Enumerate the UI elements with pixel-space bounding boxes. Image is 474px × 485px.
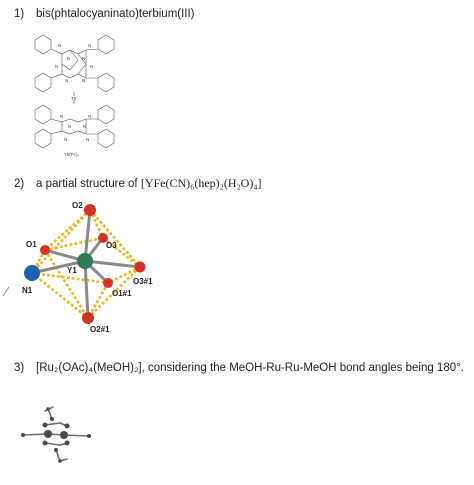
label-o2: O2 [72, 201, 83, 210]
question-1-text: bis(phtalocyaninato)terbium(III) [36, 8, 195, 20]
label-n1: N1 [22, 286, 33, 295]
label-y1: Y1 [67, 266, 77, 275]
question-3-heading [14, 362, 464, 374]
atom-o1-1 [103, 278, 113, 288]
label-o1: O1 [26, 240, 37, 249]
svg-text:N: N [64, 137, 68, 142]
atom-n1 [24, 265, 40, 281]
svg-text:N: N [88, 114, 92, 119]
n-label: N [67, 56, 71, 61]
atom-y1 [77, 253, 93, 269]
phthalocyanine-sandwich-structure [20, 30, 140, 165]
pen-mark [2, 285, 12, 297]
svg-text:N: N [86, 137, 90, 142]
svg-text:N: N [58, 43, 62, 48]
question-2-formula: [YFe(CN)₆(hep)₂(H₂O)₄] [140, 176, 262, 190]
svg-text:N: N [88, 43, 92, 48]
atom-o2-1 [82, 312, 94, 324]
svg-text:N: N [90, 64, 94, 69]
metal-label: Tb [71, 96, 77, 101]
svg-text:N: N [65, 78, 69, 83]
label-o1-1: O1#1 [112, 289, 132, 298]
atom-o2 [84, 204, 96, 216]
question-2-text: a partial structure of [36, 178, 141, 190]
ru-paddlewheel-structure [15, 395, 115, 475]
svg-text:N: N [55, 64, 59, 69]
y-coordination-polyhedron [0, 195, 170, 335]
atom-o1 [40, 245, 50, 255]
question-2-heading [14, 176, 262, 191]
svg-text:N: N [83, 124, 87, 129]
question-2-number: 2) [14, 178, 25, 190]
label-o3-1: O3#1 [133, 277, 153, 286]
question-3-number: 3) [14, 362, 25, 374]
structure-caption: Tb(Pc)₂ [64, 152, 80, 157]
label-o2-1: O2#1 [90, 325, 110, 334]
atom-o3-1 [135, 262, 146, 273]
svg-text:N: N [68, 124, 72, 129]
question-3-text: [Ru₂(OAc)₄(MeOH)₂], considering the MeOH-Ru-Ru-MeOH bond angles being 180°. [36, 362, 464, 374]
svg-text:N: N [82, 78, 86, 83]
question-1-number: 1) [14, 8, 25, 20]
label-o3: O3 [106, 241, 117, 250]
svg-text:N: N [82, 56, 86, 61]
svg-text:N: N [60, 114, 64, 119]
question-1-heading [14, 8, 195, 20]
